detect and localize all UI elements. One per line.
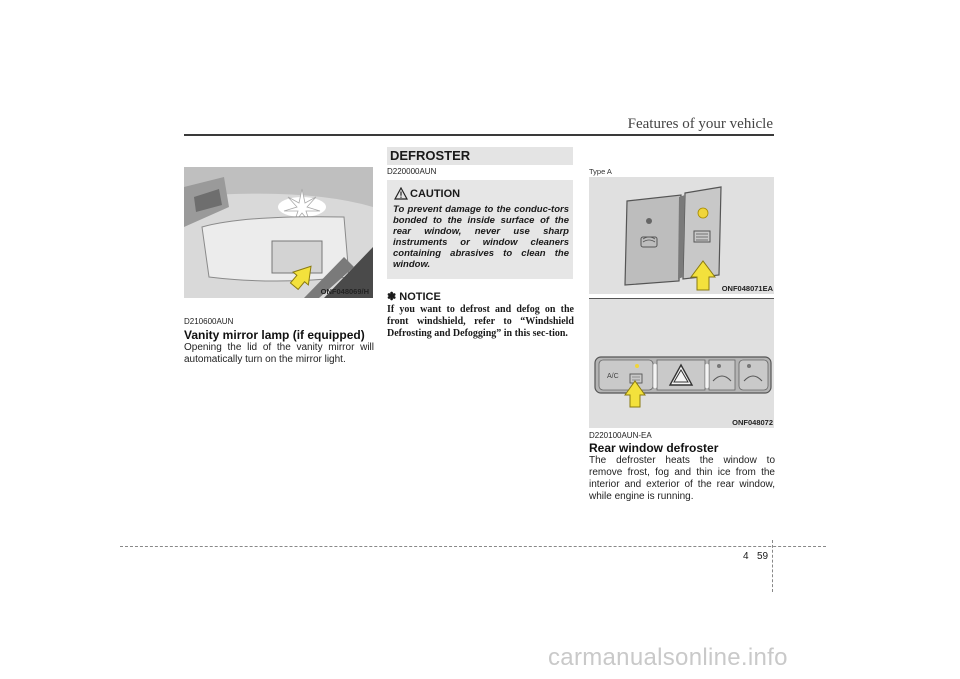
vanity-image-caption: ONF048069/H — [320, 287, 369, 296]
caution-text: To prevent damage to the conduc-tors bonded to the inside surface of the rear window, never use sharp instruments or window cleaners containing abrasives to clean the window. — [393, 204, 569, 270]
vanity-body: Opening the lid of the vanity mirror will automatically turn on the mirror light. — [184, 342, 374, 365]
vanity-mirror-illustration — [184, 167, 373, 298]
type-a-image — [589, 177, 774, 294]
chapter-number: 4 — [743, 551, 749, 562]
type-a-label: Type A — [589, 167, 612, 176]
header-title: Features of your vehicle — [627, 116, 773, 132]
rear-defroster-heading: Rear window defroster — [589, 441, 719, 455]
vanity-section-code: D210600AUN — [184, 317, 234, 326]
caution-box — [387, 180, 573, 279]
notice-title: ✽ NOTICE — [387, 291, 441, 303]
vanity-mirror-image — [184, 167, 373, 298]
type-b-caption: ONF048072 — [732, 418, 773, 427]
header-rule — [184, 134, 774, 136]
type-b-image — [589, 298, 774, 428]
defroster-switch-type-b-illustration — [589, 299, 774, 428]
rear-defroster-body: The defroster heats the window to remove frost, fog and thin ice from the interior and exterior of the rear window, while engine is running. — [589, 455, 775, 502]
page-number: 59 — [757, 551, 769, 562]
watermark: carmanualsonline.info — [548, 644, 788, 671]
ac-button-label: A/C — [607, 373, 619, 380]
caution-title: CAUTION — [410, 188, 461, 200]
type-a-caption: ONF048071EA — [721, 284, 773, 293]
rear-defroster-code: D220100AUN-EA — [589, 431, 652, 440]
defroster-switch-type-a-illustration — [589, 177, 774, 294]
defroster-section-code: D220000AUN — [387, 167, 437, 176]
warning-triangle-icon — [394, 187, 408, 200]
notice-text: If you want to defrost and defog on the front windshield, refer to “Windshield Defrosting and Defogging” in this sec-tion. — [387, 304, 574, 339]
vanity-heading: Vanity mirror lamp (if equipped) — [184, 328, 365, 342]
footer-dashed-rule — [120, 546, 826, 547]
defroster-section-title: DEFROSTER — [387, 147, 573, 165]
footer-vertical-rule — [772, 540, 773, 592]
